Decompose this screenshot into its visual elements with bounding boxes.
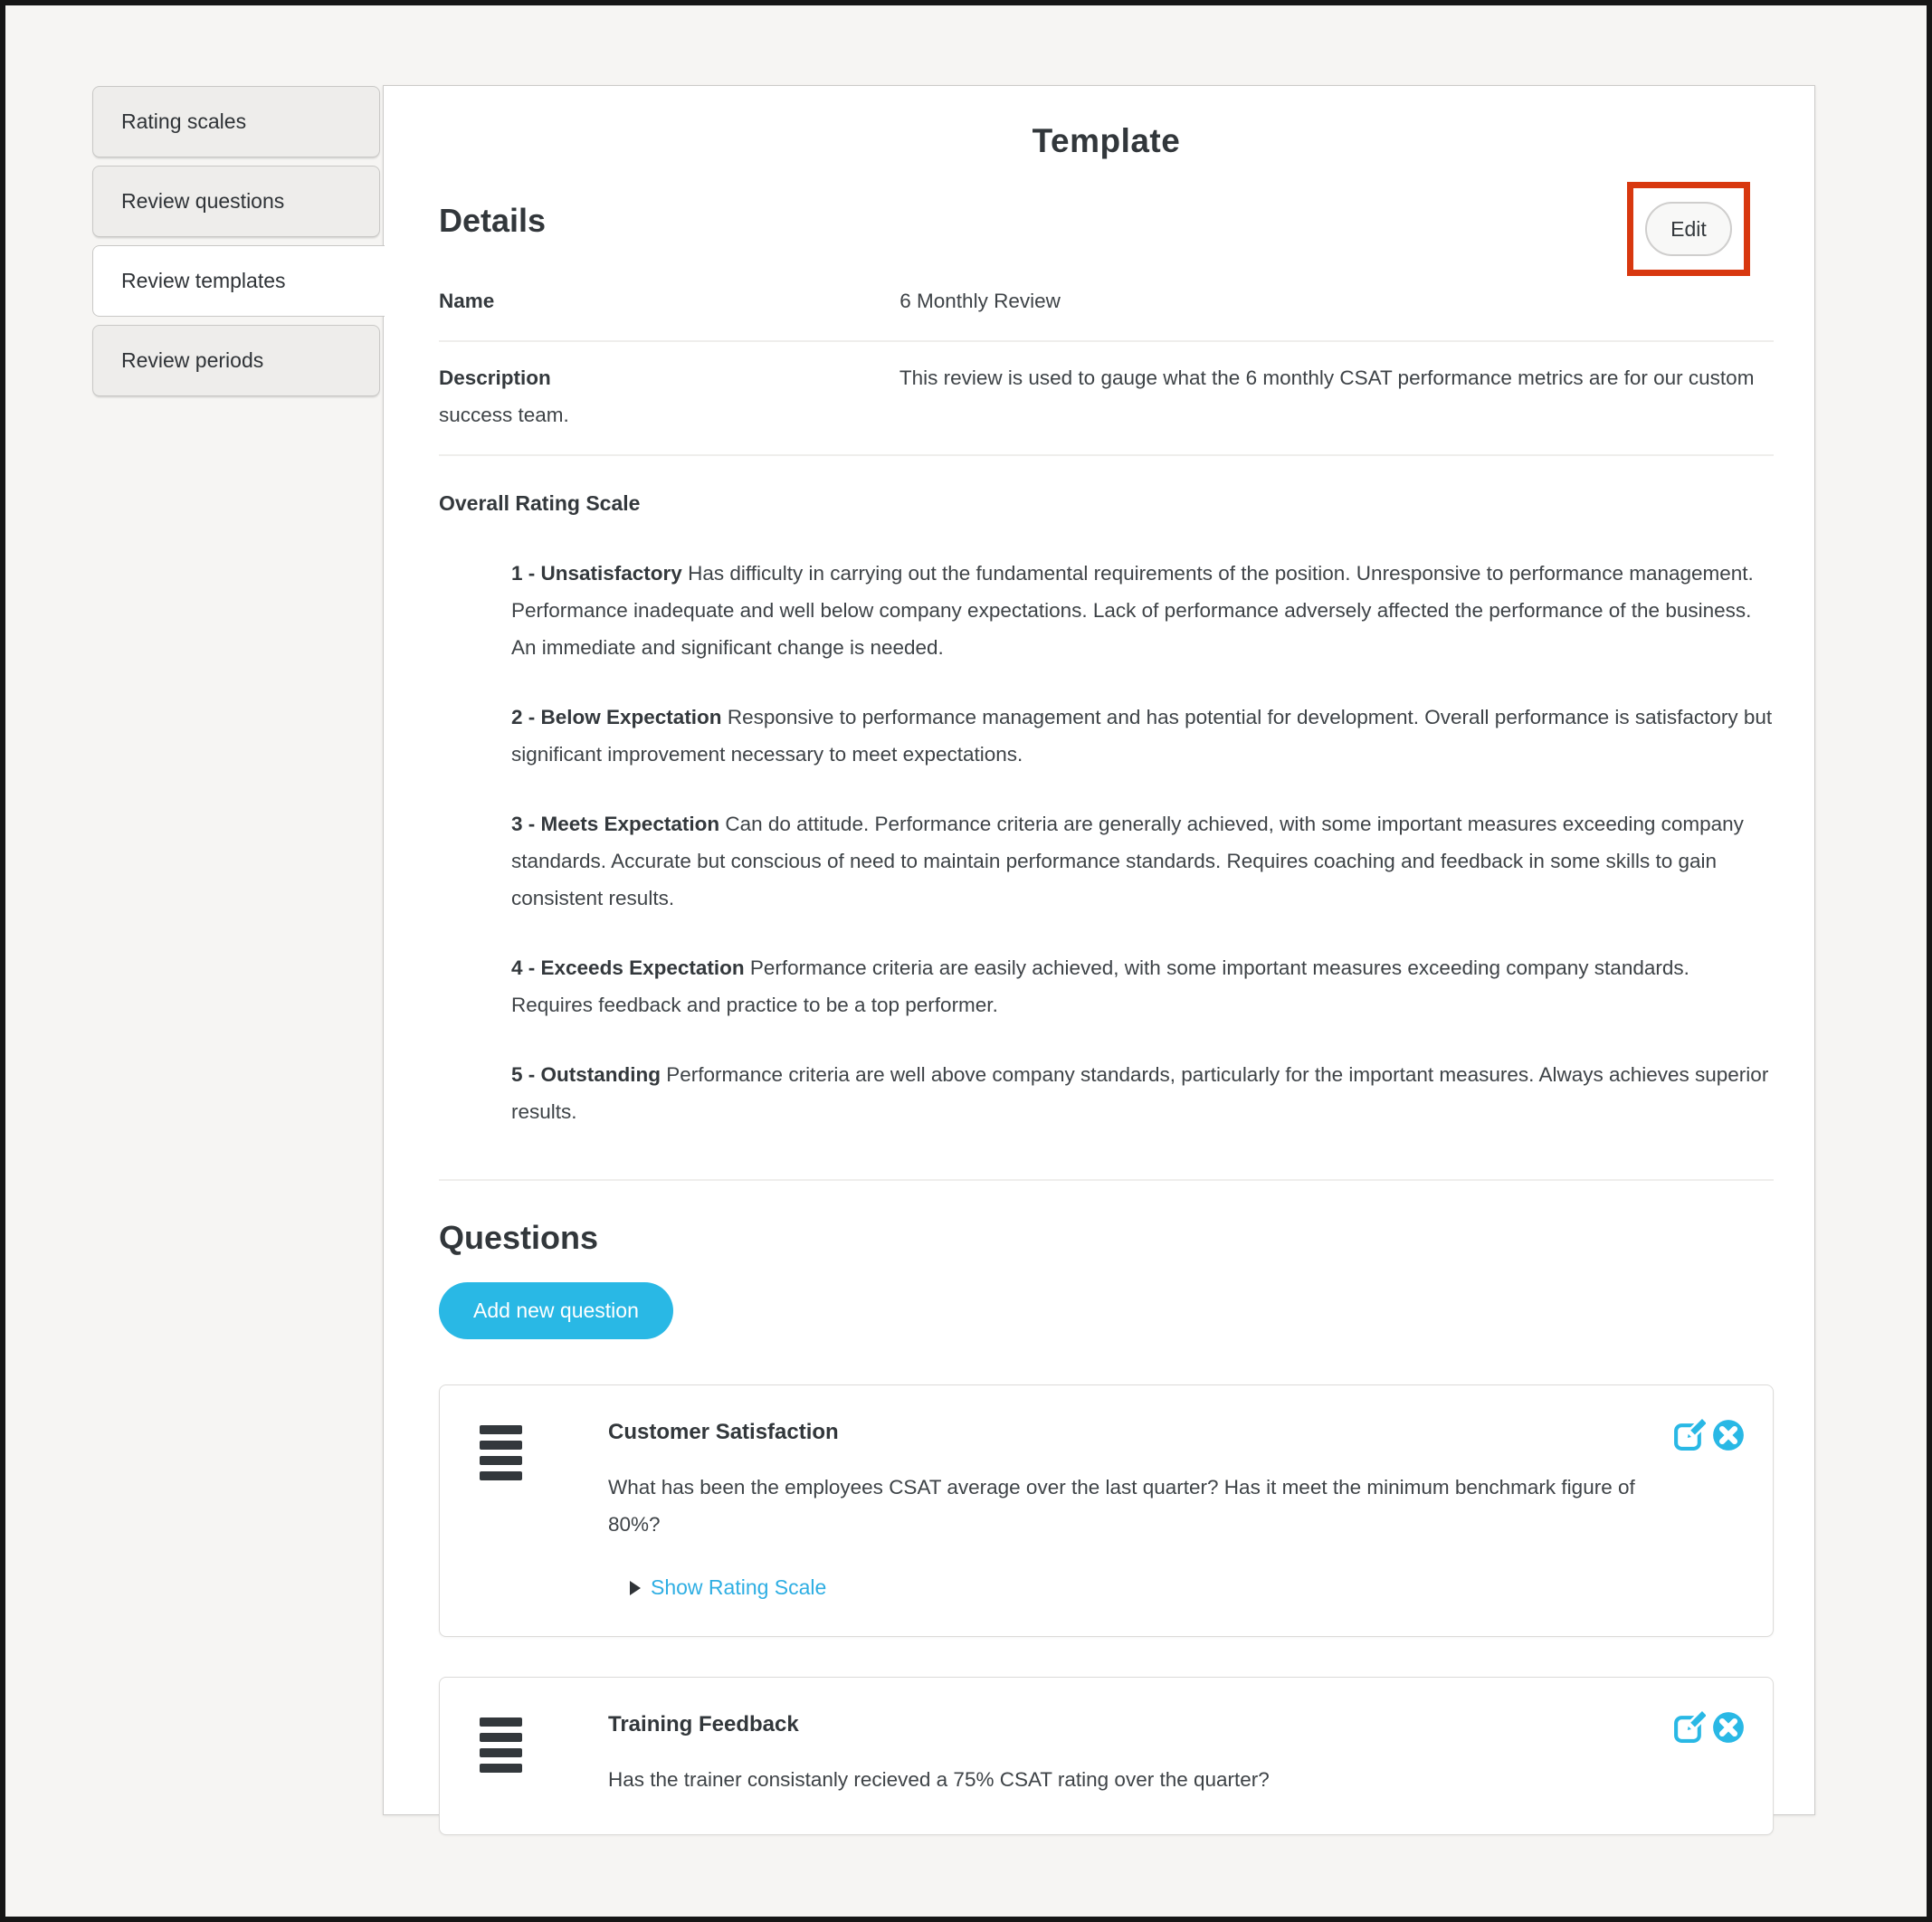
description-label: Description [439, 366, 551, 389]
rating-item-3 [511, 805, 1774, 917]
edit-question-icon[interactable] [1672, 1711, 1706, 1745]
rating-item-4 [511, 949, 1774, 1023]
rating-scale-items [511, 555, 1774, 1130]
question-text: Has the trainer consistanly recieved a 75% CSAT rating over the quarter? [608, 1768, 1270, 1791]
rating-item-2 [511, 699, 1774, 773]
rating-item-3-label: 3 - Meets Expectation [511, 813, 720, 835]
details-heading: Details [439, 202, 547, 239]
question-card-customer-satisfaction [439, 1384, 1774, 1637]
name-label: Name [439, 290, 495, 312]
sidebar-tab-review-periods[interactable]: Review periods [92, 325, 380, 396]
questions-heading: Questions [439, 1219, 599, 1256]
overall-rating-scale-label: Overall Rating Scale [439, 491, 641, 515]
sidebar-tab-review-questions[interactable]: Review questions [92, 166, 380, 237]
rating-item-3-text: Can do attitude. Performance criteria are generally achieved, with some important measures exceeding company standards. Accurate but conscious of need to maintain performance standards. Requires coaching and feedback in some skills to gain consistent results. [511, 813, 1744, 909]
expand-triangle-icon [630, 1581, 641, 1595]
drag-handle-icon[interactable] [480, 1717, 522, 1779]
question-card-body [608, 1418, 1746, 1600]
edit-highlight-annotation [1627, 182, 1750, 276]
rating-item-2-label: 2 - Below Expectation [511, 706, 722, 728]
sidebar-tab-rating-scales[interactable]: Rating scales [92, 86, 380, 157]
add-new-question-button[interactable]: Add new question [439, 1282, 673, 1339]
page-title: Template [1032, 122, 1181, 159]
detail-row-description [439, 342, 1774, 456]
rating-item-5-text: Performance criteria are well above company standards, particularly for the important measures. Always achieves superior results. [511, 1063, 1769, 1123]
rating-item-4-label: 4 - Exceeds Expectation [511, 956, 745, 979]
rating-item-5-label: 5 - Outstanding [511, 1063, 661, 1086]
question-title: Customer Satisfaction [608, 1420, 839, 1444]
sidebar-tab-review-templates[interactable]: Review templates [92, 245, 385, 317]
drag-handle-icon[interactable] [480, 1425, 522, 1487]
settings-sidebar [92, 86, 384, 404]
delete-question-icon[interactable] [1711, 1710, 1746, 1745]
rating-item-2-text: Responsive to performance management and has potential for development. Overall performance is satisfactory but significant improvement necessary to meet expectations. [511, 706, 1773, 766]
template-panel [383, 85, 1815, 1815]
overall-rating-scale-block [439, 456, 1774, 1130]
edit-question-icon[interactable] [1672, 1419, 1706, 1452]
edit-button[interactable]: Edit [1645, 202, 1732, 256]
description-value: This review is used to gauge what the 6 monthly CSAT performance metrics are for our custom success team. [439, 366, 1755, 426]
rating-item-1 [511, 555, 1774, 666]
details-header [439, 202, 1774, 240]
question-card-body [608, 1710, 1746, 1798]
question-text: What has been the employees CSAT average over the last quarter? Has it meet the minimum benchmark figure of 80%? [608, 1476, 1635, 1536]
show-rating-scale-label: Show Rating Scale [651, 1575, 827, 1599]
detail-row-name [439, 265, 1774, 342]
question-title: Training Feedback [608, 1712, 799, 1736]
delete-question-icon[interactable] [1711, 1418, 1746, 1452]
question-card-training-feedback [439, 1677, 1774, 1835]
rating-item-1-label: 1 - Unsatisfactory [511, 562, 682, 585]
details-list [439, 265, 1774, 1130]
rating-item-1-text: Has difficulty in carrying out the fundamental requirements of the position. Unresponsive to performance management. Performance inadequate and well below company expectations. Lack of performance adversely affected the performance of the business. An immediate and significant change is needed. [511, 562, 1754, 659]
name-value: 6 Monthly Review [899, 290, 1061, 312]
questions-section [439, 1179, 1774, 1835]
rating-item-5 [511, 1056, 1774, 1130]
show-rating-scale-link[interactable] [630, 1575, 826, 1600]
rating-item-4-text: Performance criteria are easily achieved, with some important measures exceeding company standards. Requires feedback and practice to be a top performer. [511, 956, 1689, 1016]
